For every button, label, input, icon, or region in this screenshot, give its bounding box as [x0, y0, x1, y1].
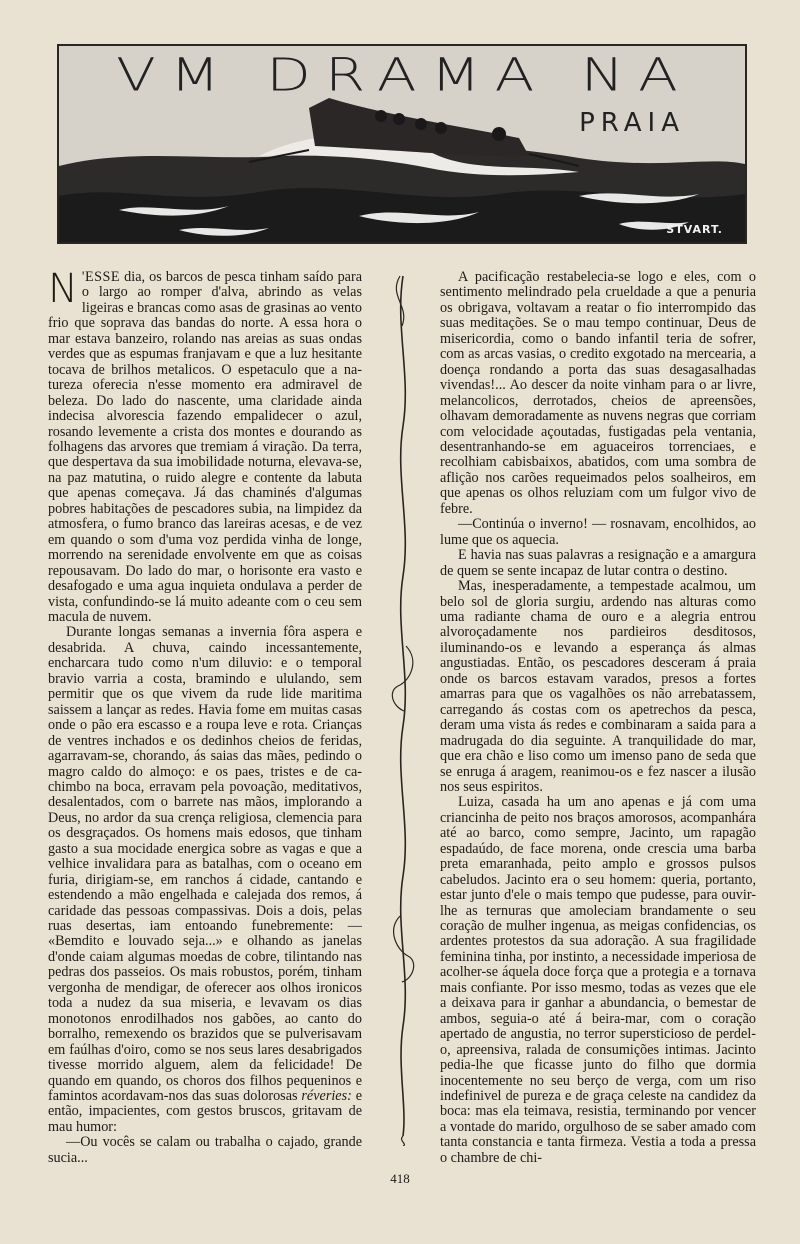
paragraph-text: dia, os barcos de pesca tinham saído para o largo ao romper d'alva, abrindo as velas ligeiras e brancas como asas de grasinas ao vento frio que soprava das bandas do norte. A essa hora o mar estava banzeiro, rolando nas areias as suas ondas verdes que as espumas franjavam e que a luz hesitante tocava de brilhos metalicos. O espetaculo que a natureza oferecia n'esse momento era admiravel de beleza. Do lado do nascente, uma claridade ainda indecisa alvorescia fazendo empalidecer o azul, rosando levemente a crista dos montes e dourando as folhagens das arvores que tremiam á viração. Da terra, que despertava da sua imobilidade noturna, elevava-se, na paz matutina, o ruido alegre e contente da labuta que apenas começava. Já das chaminés d'algumas pobres habitações de pescadores subia, na limpidez da atmosfera, o fumo branco das lareiras acesas, e de vez em quando o som d'uma voz perdida vinha de longe, morrendo na serenidade envolvente em que as coisas repousavam. Do lado do mar, o horisonte era vasto e desafogado e uma agua inquieta ondulava a perder de vista, confundindo-se lá muito adeante com o ceu sem macula de nuvem. [48, 269, 362, 625]
header-illustration [57, 44, 747, 244]
left-column [48, 266, 362, 1166]
paragraph: Luiza, casada ha um ano apenas e já com uma criancinha de peito nos braços amorosos, acompanhára até ao barco, como sempre, Jacinto, um rapagão espadaúdo, de face morena, onde crescia uma barba preta emaranhada, peito amplo e grossos pulsos cabeludos. Jacinto era o seu homem: queria, portanto, estar junto d'ele o mais tempo que pudesse, para ouvir-lhe as ternuras que amoleciam brandamente o seu coração de mulher ingenua, as meigas confidencias, os ardentes protestos da sua adoração. A sua fragilidade feminina tinha, por instinto, a necessidade imperiosa de acolher-se áquela doce força que a protegia e a tornava mais confiante. Por isso mesmo, todas as vezes que ele a deixava para ir ganhar a abundancia, o bemestar de ambos, seguia-o até á beira-mar, com o coração apertado de angustia, no terror supersticioso de perdel-o, apreensiva, ralada de consumições intimas. Jacinto pedia-lhe que ficasse junto do filho que dormia inocentemente no seu berço de verga, com um riso indefinivel de pureza e de graça celeste na candidez da boca: mas ela teimava, resistia, terminando por vencer a vontade do marido, orgulhoso de se saber amado com tanta constancia e tanta firmeza. Vestia a toda a pressa o chambre de chi- [440, 794, 756, 1166]
article-subtitle: PRAIA [579, 108, 685, 138]
article-title: VM DRAMA NA [116, 48, 692, 102]
right-column [440, 270, 756, 1166]
column-divider-ornament [380, 266, 426, 1146]
paragraph [48, 266, 362, 625]
paragraph-text: Durante longas semanas a invernia fôra aspera e desabrida. A chuva, caindo incessantemente, encharcara tudo como n'um diluvio: e o temporal bravio varria a costa, bramindo e ululando, sem permitir que os que vivem da rude lide maritima saissem a lançar as redes. Havia fome em muitas casas onde o pão era escasso e a roupa leve e rota. Crianças de ventres inchados e os dedinhos cheios de feridas, agarravam-se, chorando, ás saias das mães, pedindo o magro caldo do almoço: e os paes, tristes e de cachimbo na boca, erravam pela povoação, meditativos, desalentados, com o barrete nas mãos, implorando a Deus, no ardor da sua crença religiosa, clemencia para os desgraçados. Os homens mais edosos, que tinham gasto a sua mocidade energica sobre as vagas e que a velhice invalidara para as batalhas, com o oceano em furia, dirigiam-se, em ranchos á cidade, cantando e estendendo a mão engelhada e calejada dos remos, á caridade das pessoas compassivas. Dois a dois, pelas ruas desertas, iam entoando funebremente: — «Bemdito e louvado seja...» e olhando as janelas d'onde caiam algumas moedas de cobre, tilintando nas pedras dos passeios. Os mais robustos, porém, tinham vergonha de mendigar, de oferecer aos olhos ironicos toda a nudez da sua miseria, e levavam os dias monotonos enrodilhados nos gabões, ao canto do borralho, remexendo os brazidos que se pulverisavam em faúlhas d'oiro, como se nos seus lares desabrigados tivesse morrido alguem, alem da felicidade! De quando em quando, os choros dos filhos pequeninos e famintos acordavam-nos das suas dolorosas [48, 624, 362, 1105]
drop-cap: N [48, 266, 78, 312]
paragraph: —Continúa o inverno! — rosnavam, encolhidos, ao lume que os aquecia. [440, 516, 756, 548]
paragraph: A pacificação restabelecia-se logo e eles, com o sentimento melindrado pela crueldade a que a penuria os obrigava, voltavam a reatar o fio interrompido das suas meditações. Se o mau tempo continuar, Deus de misericordia, como o bando infantil teria de sofrer, com as arcas vasias, o credito exgotado na mercearia, a doença rondando a porta das suas desagasalhadas vivendas!... Ao descer da noite vinham para o ar livre, melancolicos, derrotados, cheios de apreensões, olhavam demoradamente as nuvens negras que corriam com velocidade açoutadas, fustigadas pela ventania, desentranhando-se em aguaceiros torrenciaes, e recolhiam cabisbaixos, abatidos, com uma sombra de aflição nos carões requeimados pelos soalheiros, em que apenas os olhos reluziam com um fulgor vivo de febre. [440, 269, 756, 517]
page-number: 418 [390, 1171, 410, 1186]
paragraph: E havia nas suas palavras a resignação e a amargura de quem se sente incapaz de lutar contra o destino. [440, 547, 756, 579]
artist-signature: STVART. [666, 223, 723, 236]
paragraph: Mas, inesperadamente, a tempestade acalmou, um belo sol de gloria surgiu, ardendo nas alturas como uma radiante chama de ouro e a alegria entrou alvoroçadamente nos pardieiros desditosos, iluminando-os e levando a esperança ás almas angustiadas. Então, os pescadores desceram á praia onde os barcos estavam varados, presos a fortes amarras para que os vagalhões os não arrebatassem, carregando ás costas com os apetrechos da pesca, deram uma vista ás redes e combinaram a saida para a madrugada do dia seguinte. A tranquilidade do mar, que era chão e liso como um imenso pano de seda que se enruga á aragem, reanimou-os e fez nascer a ilusão nos seus espiritos. [440, 578, 756, 795]
italic-word: réveries: [301, 1088, 352, 1105]
paragraph [48, 625, 362, 1135]
paragraph: —Ou vocês se calam ou trabalha o cajado, grande sucia... [48, 1134, 362, 1166]
paragraph-text: e então, impacientes, com gestos bruscos, gritavam de mau humor: [48, 1088, 362, 1135]
lead-caps: 'ESSE [81, 269, 121, 285]
